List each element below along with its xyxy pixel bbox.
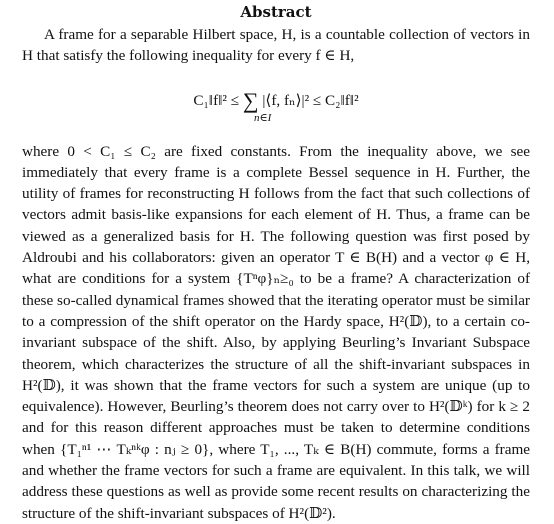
abstract-body-paragraph: where 0 < C₁ ≤ C₂ are fixed constants. From the inequality above, we see immediately that every frame is a complete Bessel sequence in H. Further, the utility of frames for reconstructing H follows from the fact that such collections of vectors admit basis-like expansions for each element of H. Thus, a frame can be viewed as a generalized basis for H. The following question was first posed by Aldroubi and his collaborators: given an operator T ∈ B(H) and a vector φ ∈ H, what are conditions for a system {Tⁿφ}ₙ≥₀ to be a frame? A characterization of these so-called dynamical frames showed that the iterating operator must be similar to a compression of the shift operator on the Hardy space, H²(𝔻), to a certain co-invariant subspace of the shift. Also, by applying Beurling’s Invariant Subspace theorem, which characterizes the structure of all the shift-invariant subspaces in H²(𝔻), it was shown that the frame vectors for such a system are unique (up to equivalence). However, Beurling’s theorem does not carry over to H²(𝔻ᵏ) for k ≥ 2 and for this reason different approaches must be taken to determine conditions when {T₁ⁿ¹ ⋯ Tₖⁿᵏφ : nⱼ ≥ 0}, where T₁, ..., Tₖ ∈ B(H) commute, forms a frame and whether the frame vectors for such a frame are equivalent. In this talk, we will address these questions as well as provide some recent results on characterizing the structure of the shift-invariant subspaces of H²(𝔻²). [22,142,530,522]
equation-lhs: C₁‖f‖² ≤ [193,91,243,109]
equation-term: |⟨f, fₙ⟩|² ≤ C₂‖f‖² [258,91,359,109]
abstract-title: Abstract [240,3,312,21]
frame-inequality-equation [22,67,530,143]
equation-line [22,85,530,111]
abstract-intro-paragraph: A frame for a separable Hilbert space, H, is a countable collection of vectors in H that satisfy the following inequality for every f ∈ H, [22,26,530,65]
summation-subscript: n∈I [254,111,272,124]
summation-sign: ∑ [242,87,259,113]
